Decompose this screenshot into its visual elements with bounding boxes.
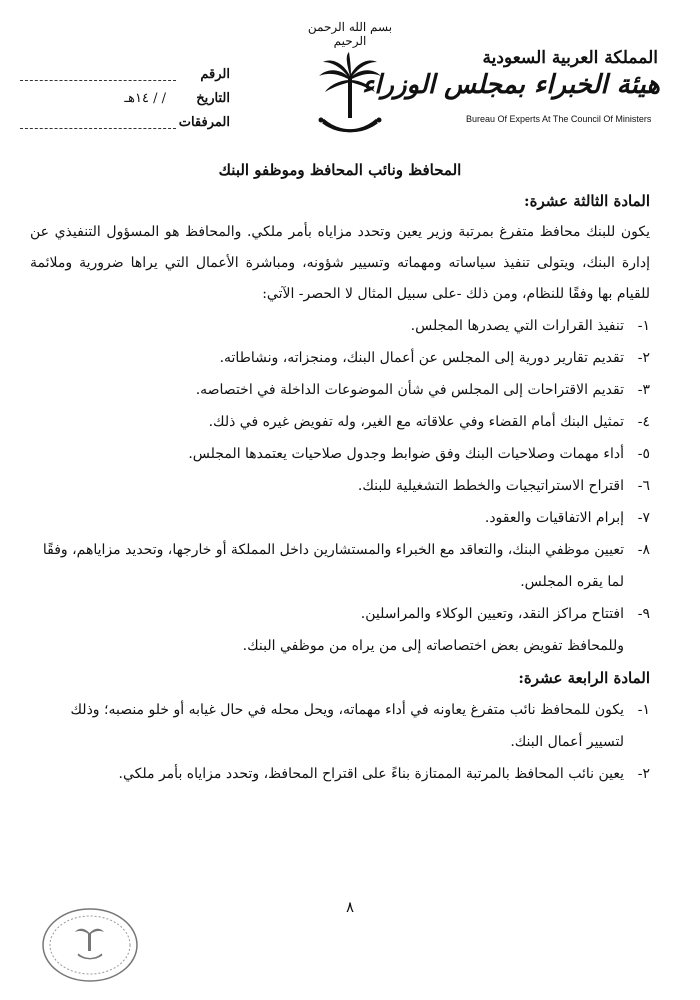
date-value: / / ١٤هـ [124,90,166,106]
org-name-line2: هيئة الخبراء بمجلس الوزراء [361,70,660,100]
list-item [30,310,650,342]
list-item [30,598,650,630]
document-body [30,155,650,790]
list-item [30,502,650,534]
list-item [30,694,650,758]
item-number: ٣- [637,382,650,398]
item-number: ١- [637,702,650,718]
article13-heading: المادة الثالثة عشرة: [524,192,650,210]
article13-closing: وللمحافظ تفويض بعض اختصاصاته إلى من يراه من موظفي البنك. [242,638,624,654]
article13-intro-text: يكون للبنك محافظ متفرغ بمرتبة وزير يعين وتحدد مزاياه بأمر ملكي. والمحافظ هو المسؤول التنفيذي عن إدارة البنك، ويتولى تنفيذ سياساته ومهماته وتسيير شؤونه، ومباشرة الأعمال التي يراها ضرورية وملائمة للقيام بها وفقًا للنظام، ومن ذلك -على سبيل المثال لا الحصر- الآتي: [30,224,650,302]
item-number: ٢- [637,350,650,366]
list-item [30,758,650,790]
basmala: بسم الله الرحمن الرحيم [307,20,393,48]
list-item [30,438,650,470]
item-number: ٥- [637,446,650,462]
date-label: التاريخ [196,90,230,106]
number-field [20,62,230,86]
item-text: تنفيذ القرارات التي يصدرها المجلس. [410,318,624,334]
item-text: تعيين موظفي البنك، والتعاقد مع الخبراء والمستشارين داخل المملكة أو خارجها، وتحديد مزاياهم، وفقًا لما يقره المجلس. [42,542,624,590]
page-number: ٨ [345,898,355,916]
official-seal-icon [40,905,140,985]
article14-heading: المادة الرابعة عشرة: [518,669,650,687]
item-text: تقديم تقارير دورية إلى المجلس عن أعمال البنك، ومنجزاته، ونشاطاته. [219,350,624,366]
number-line [20,68,176,81]
org-name-english: Bureau Of Experts At The Council Of Ministers [466,114,652,124]
attachments-label: المرفقات [178,114,230,130]
number-label: الرقم [200,66,230,82]
list-item [30,374,650,406]
item-text: إبرام الاتفاقيات والعقود. [484,510,624,526]
item-text: اقتراح الاستراتيجيات والخطط التشغيلية للبنك. [357,478,624,494]
attachments-field [20,110,230,134]
item-number: ٢- [637,766,650,782]
item-number: ٦- [637,478,650,494]
item-text: أداء مهمات وصلاحيات البنك وفق ضوابط وجدول صلاحيات يعتمدها المجلس. [188,446,624,462]
date-field [20,86,230,110]
list-item [30,406,650,438]
item-text: تقديم الاقتراحات إلى المجلس في شأن الموضوعات الداخلة في اختصاصه. [195,382,624,398]
item-number: ٤- [637,414,650,430]
item-text: افتتاح مراكز النقد، وتعيين الوكلاء والمراسلين. [360,606,624,622]
item-number: ١- [637,318,650,334]
item-text: تمثيل البنك أمام القضاء وفي علاقاته مع الغير، وله تفويض غيره في ذلك. [208,414,624,430]
list-item [30,534,650,598]
item-number: ٨- [637,542,650,558]
list-item [30,470,650,502]
item-text: يكون للمحافظ نائب متفرغ يعاونه في أداء مهماته، ويحل محله في حال غيابه أو خلو منصبه؛ وذلك لتسيير أعمال البنك. [70,702,624,750]
attachments-line [20,116,176,129]
org-name-line1: المملكة العربية السعودية [482,48,658,68]
item-number: ٧- [637,510,650,526]
item-text: يعين نائب المحافظ بالمرتبة الممتازة بناءً على اقتراح المحافظ، وتحدد مزاياه بأمر ملكي. [118,766,624,782]
list-item [30,342,650,374]
section-title: المحافظ ونائب المحافظ وموظفو البنك [218,161,462,179]
reference-fields [20,62,230,134]
item-number: ٩- [637,606,650,622]
article13-intro [30,217,650,310]
